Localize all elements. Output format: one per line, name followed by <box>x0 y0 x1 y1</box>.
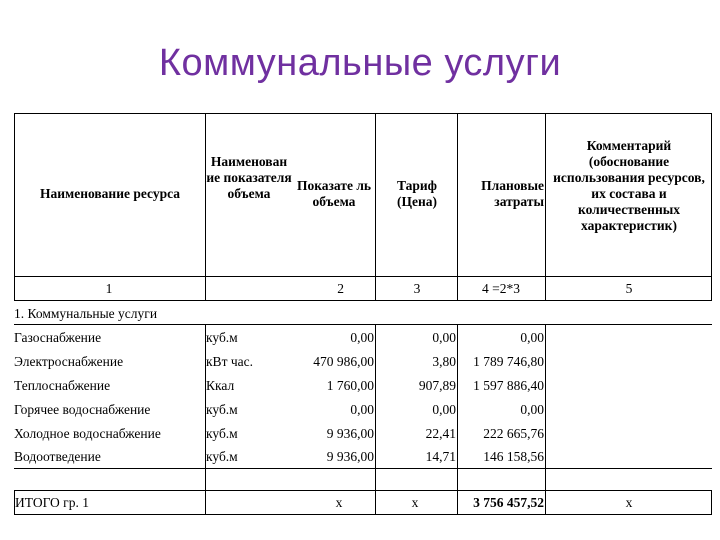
table-border-bottom <box>14 514 712 515</box>
row-tariff: 0,00 <box>432 330 456 345</box>
table-border-right-total <box>711 490 712 515</box>
table-col-line-4-data <box>457 324 458 515</box>
table-col-line-1 <box>205 113 206 300</box>
table-border-top <box>14 113 712 114</box>
row-tariff: 3,80 <box>432 354 456 369</box>
resource-table <box>14 113 712 515</box>
row-name: Холодное водоснабжение <box>14 426 161 441</box>
total-tariff: х <box>411 495 419 510</box>
section-title: 1. Коммунальные услуги <box>14 306 158 321</box>
row-cost: 146 158,56 <box>483 449 544 464</box>
row-volume: 0,00 <box>350 330 374 345</box>
table-col-line-1-data <box>205 324 206 515</box>
table-line-colnum-bottom <box>14 300 712 301</box>
row-tariff: 14,71 <box>425 449 456 464</box>
colnum-4: 4 =2*3 <box>482 281 520 296</box>
row-name: Газоснабжение <box>14 330 102 345</box>
header-planned: Плановые затраты <box>481 178 544 209</box>
colnum-5: 5 <box>625 281 633 296</box>
table-line-section-bottom <box>14 324 712 325</box>
table-col-line-5-data <box>545 324 546 515</box>
row-tariff: 0,00 <box>432 402 456 417</box>
table-col-line-3-data <box>375 324 376 515</box>
table-line-data-bottom <box>14 468 712 469</box>
row-volume: 9 936,00 <box>326 449 374 464</box>
row-name: Водоотведение <box>14 449 101 464</box>
row-unit: кВт час. <box>206 354 253 369</box>
row-cost: 1 789 746,80 <box>473 354 544 369</box>
row-volume: 9 936,00 <box>326 426 374 441</box>
table-line-blank-bottom <box>14 490 712 491</box>
table-border-right <box>711 113 712 300</box>
colnum-1: 1 <box>105 281 113 296</box>
header-volume: Показате ль объема <box>296 178 372 209</box>
colnum-3: 3 <box>413 281 421 296</box>
slide-title: Коммунальные услуги <box>158 42 562 84</box>
total-comment: х <box>625 495 633 510</box>
table-line-header-bottom <box>14 276 712 277</box>
row-volume: 1 760,00 <box>326 378 374 393</box>
row-cost: 222 665,76 <box>483 426 544 441</box>
row-tariff: 22,41 <box>425 426 456 441</box>
row-cost: 0,00 <box>520 402 544 417</box>
header-comment: Комментарий (обоснование использования ресурсов, их состава и количественных характеристик) <box>553 138 705 233</box>
total-cost: 3 756 457,52 <box>473 495 544 510</box>
row-unit: куб.м <box>206 449 238 464</box>
header-resource: Наименование ресурса <box>39 186 181 201</box>
row-unit: куб.м <box>206 402 238 417</box>
table-col-line-5 <box>545 113 546 300</box>
header-tariff: Тариф (Цена) <box>396 178 438 209</box>
row-tariff: 907,89 <box>418 378 456 393</box>
table-col-line-3 <box>375 113 376 300</box>
row-name: Электроснабжение <box>14 354 124 369</box>
row-unit: куб.м <box>206 426 238 441</box>
colnum-2: 2 <box>337 281 344 296</box>
row-unit: куб.м <box>206 330 238 345</box>
row-unit: Ккал <box>206 378 235 393</box>
row-name: Горячее водоснабжение <box>14 402 151 417</box>
row-name: Теплоснабжение <box>14 378 111 393</box>
row-volume: 0,00 <box>350 402 374 417</box>
header-indicator: Наименован ие показателя объема <box>206 154 292 201</box>
row-cost: 1 597 886,40 <box>473 378 544 393</box>
total-label: ИТОГО гр. 1 <box>15 495 89 510</box>
total-volume: х <box>335 495 343 510</box>
table-border-left <box>14 113 15 300</box>
row-volume: 470 986,00 <box>313 354 374 369</box>
row-cost: 0,00 <box>520 330 544 345</box>
